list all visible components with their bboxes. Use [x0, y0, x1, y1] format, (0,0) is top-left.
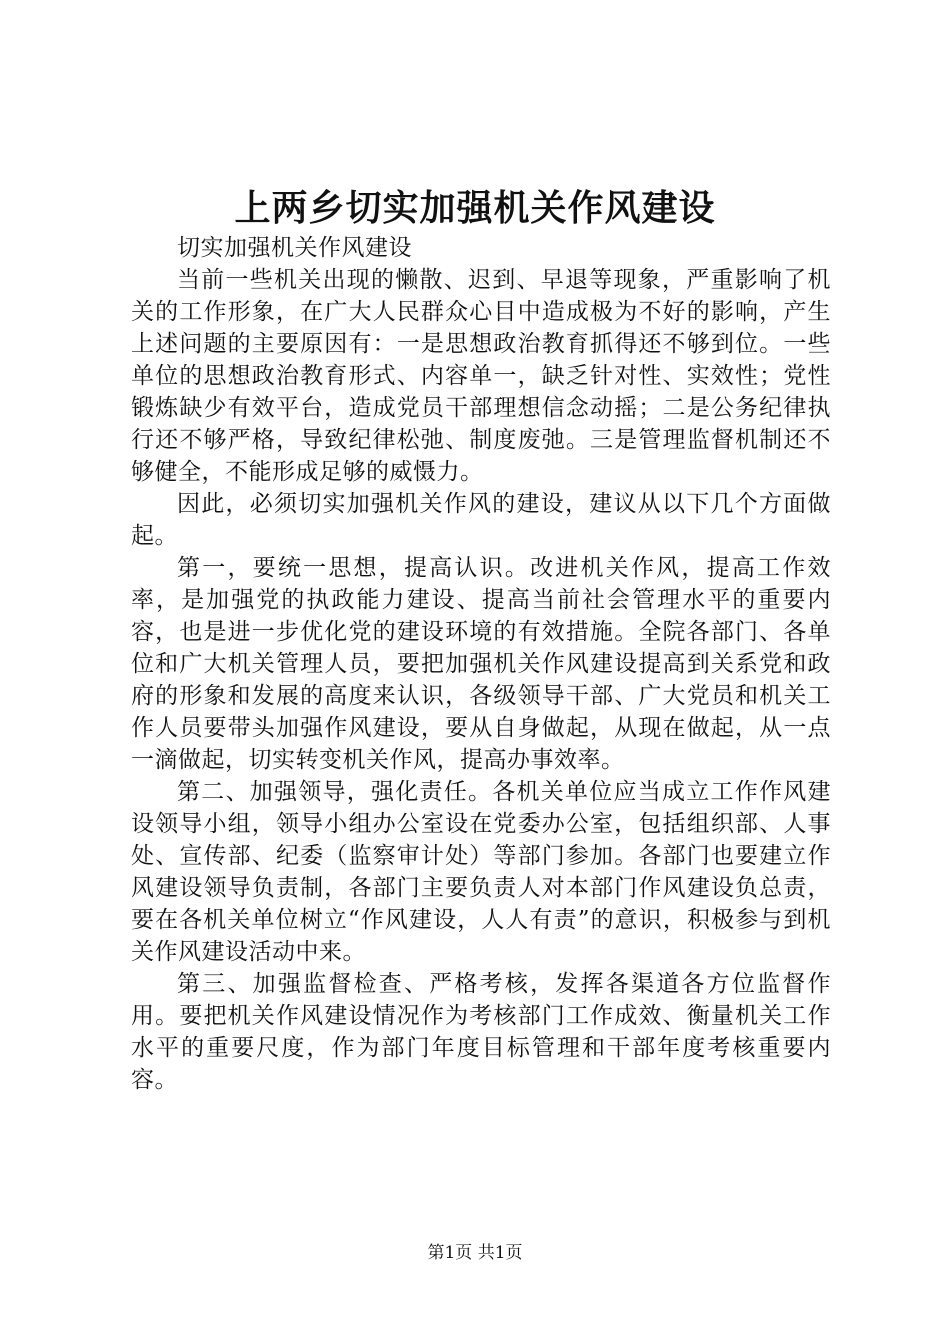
paragraph-third: 第三、加强监督检查、严格考核，发挥各渠道各方位监督作用。要把机关作风建设情况作为考核部门工作成效、衡量机关工作水平的重要尺度，作为部门年度目标管理和干部年度考核重要内容。 — [131, 971, 831, 1093]
document-body — [131, 232, 831, 1096]
document-title: 上两乡切实加强机关作风建设 — [234, 187, 716, 229]
paragraph-problems: 当前一些机关出现的懒散、迟到、早退等现象，严重影响了机关的工作形象，在广大人民群众心目中造成极为不好的影响，产生上述问题的主要原因有：一是思想政治教育抓得还不够到位。一些单位的思想政治教育形式、内容单一，缺乏针对性、实效性；党性锻炼缺少有效平台，造成党员干部理想信念动摇；二是公务纪律执行还不够严格，导致纪律松弛、制度废弛。三是管理监督机制还不够健全，不能形成足够的威慑力。 — [131, 267, 831, 485]
paragraph-subtitle: 切实加强机关作风建设 — [177, 235, 412, 261]
page-footer: 第1页 共1页 — [427, 1243, 523, 1263]
paragraph-therefore: 因此，必须切实加强机关作风的建设，建议从以下几个方面做起。 — [131, 491, 831, 549]
paragraph-first: 第一，要统一思想，提高认识。改进机关作风，提高工作效率，是加强党的执政能力建设、提高当前社会管理水平的重要内容，也是进一步优化党的建设环境的有效措施。全院各部门、各单位和广大机关管理人员，要把加强机关作风建设提高到关系党和政府的形象和发展的高度来认识，各级领导干部、广大党员和机关工作人员要带头加强作风建设，要从自身做起，从现在做起，从一点一滴做起，切实转变机关作风，提高办事效率。 — [131, 555, 831, 773]
paragraph-second: 第二、加强领导，强化责任。各机关单位应当成立工作作风建设领导小组，领导小组办公室设在党委办公室，包括组织部、人事处、宣传部、纪委（监察审计处）等部门参加。各部门也要建立作风建设领导负责制，各部门主要负责人对本部门作风建设负总责，要在各机关单位树立“作风建设，人人有责”的意识，积极参与到机关作风建设活动中来。 — [131, 779, 831, 965]
